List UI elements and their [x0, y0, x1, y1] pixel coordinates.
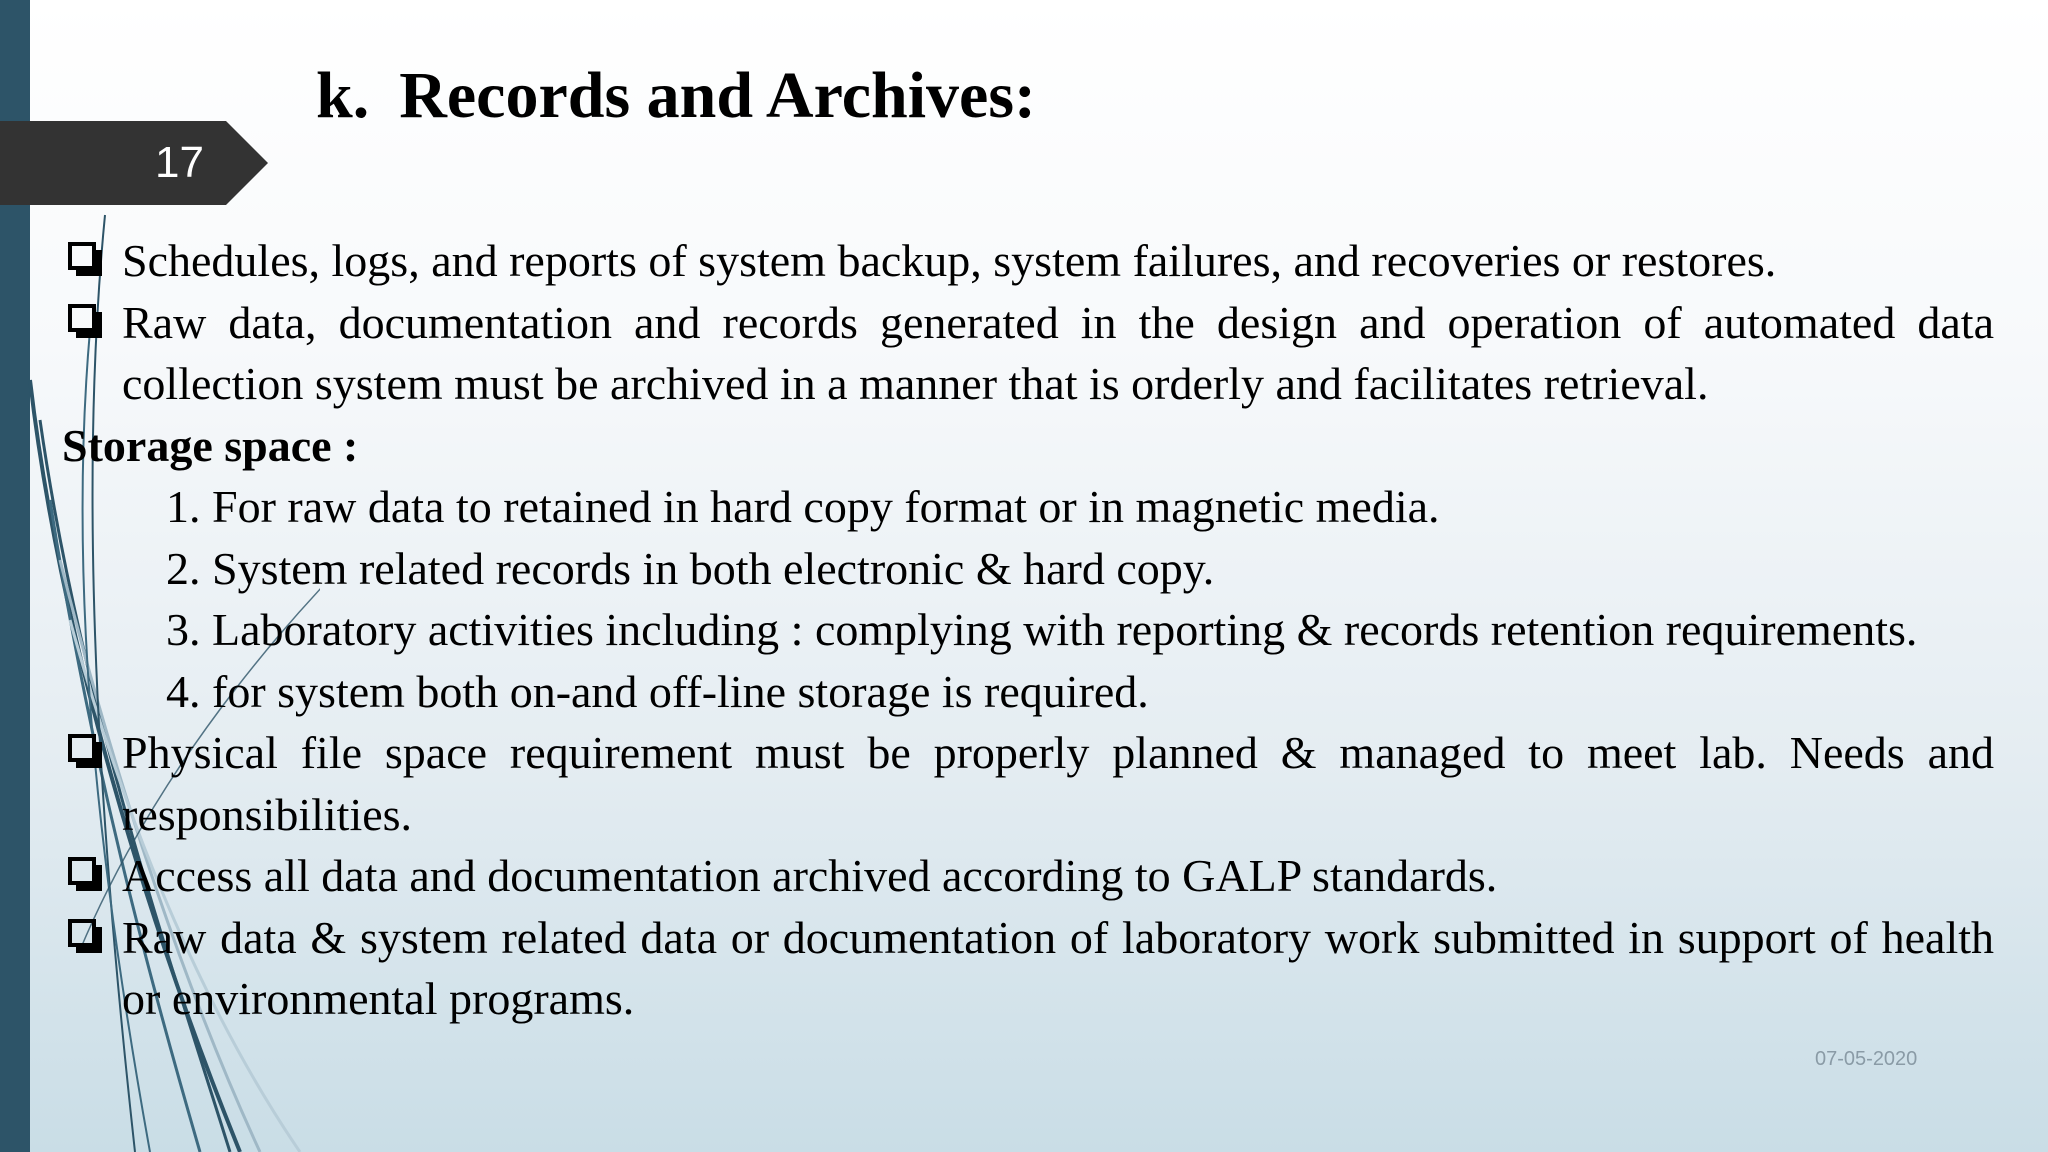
- storage-item: 3. Laboratory activities including : complying with reporting & records retention requirements.: [166, 604, 1918, 655]
- slide-title: [316, 56, 1036, 136]
- storage-item: 1. For raw data to retained in hard copy format or in magnetic media.: [166, 481, 1440, 532]
- bullet-text: Schedules, logs, and reports of system backup, system failures, and recoveries or restores.: [122, 235, 1777, 286]
- slide-number: 17: [155, 138, 204, 187]
- title-item-letter: k.: [316, 59, 370, 132]
- bullet-text: Raw data & system related data or documentation of laboratory work submitted in support of health or environmental programs.: [122, 911, 1994, 1024]
- checkbox-bullet-icon: [68, 242, 96, 270]
- storage-space-heading: Storage space :: [62, 419, 359, 471]
- bullet-item: [62, 907, 1994, 1030]
- slide-date: 07-05-2020: [1815, 1048, 1918, 1070]
- slide-content: [62, 230, 1994, 1030]
- bullet-item: [62, 230, 1994, 292]
- bullet-item: [62, 845, 1994, 907]
- checkbox-bullet-icon: [68, 857, 96, 885]
- bullet-item: [62, 722, 1994, 845]
- checkbox-bullet-icon: [68, 734, 96, 762]
- bullet-text: Physical file space requirement must be properly planned & managed to meet lab. Needs and responsibilities.: [122, 727, 1994, 840]
- checkbox-bullet-icon: [68, 304, 96, 332]
- slide-number-tag: [0, 121, 268, 205]
- bullet-item: [62, 292, 1994, 415]
- storage-item: 2. System related records in both electronic & hard copy.: [166, 542, 1215, 594]
- bullet-text: Raw data, documentation and records generated in the design and operation of automated data collection system must be archived in a manner that is orderly and facilitates retrieval.: [122, 296, 1994, 409]
- title-text: Records and Archives:: [399, 59, 1036, 132]
- bullet-text: Access all data and documentation archived according to GALP standards.: [122, 850, 1498, 901]
- storage-item: 4. for system both on-and off-line storage is required.: [166, 665, 1149, 717]
- checkbox-bullet-icon: [68, 919, 96, 947]
